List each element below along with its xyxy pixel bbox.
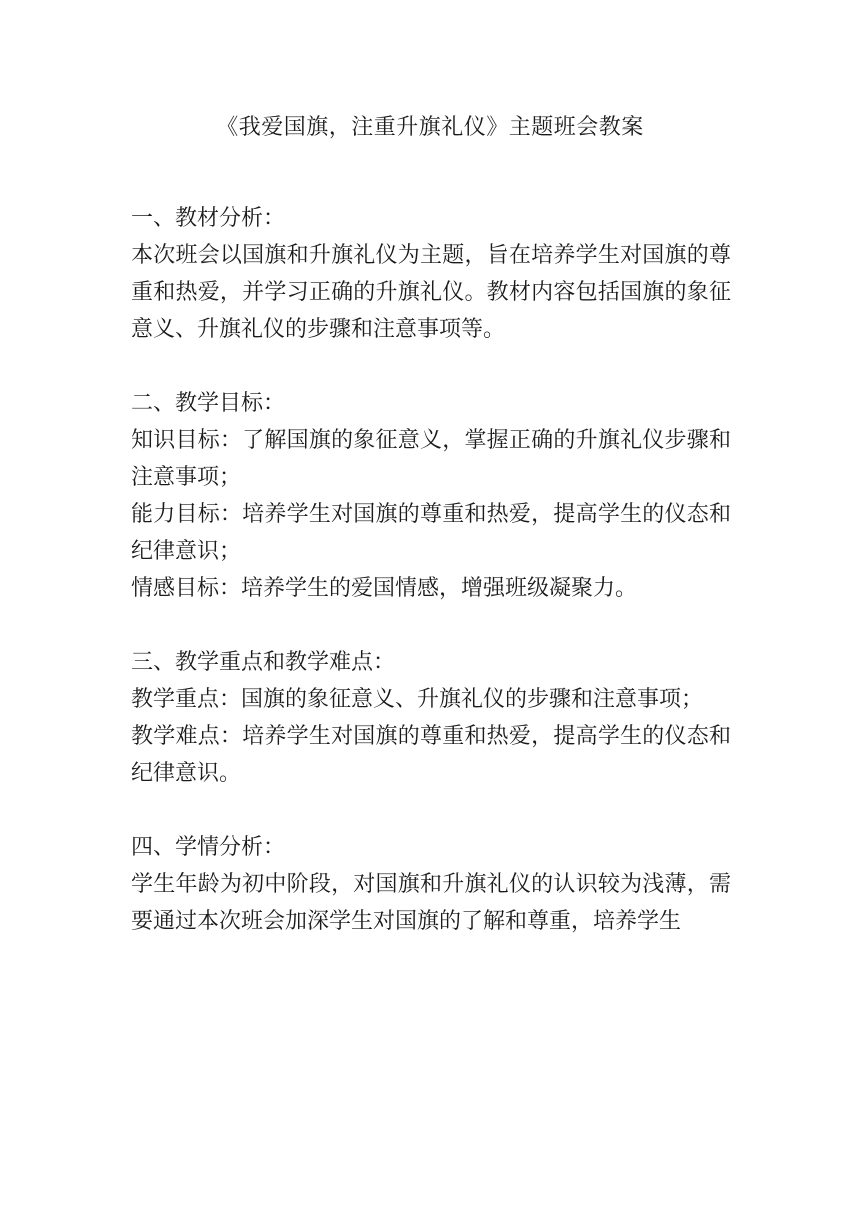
paragraph-ability-objective: 能力目标：培养学生对国旗的尊重和热爱，提高学生的仪态和纪律意识； [131, 502, 731, 564]
paragraph: 本次班会以国旗和升旗礼仪为主题，旨在培养学生对国旗的尊重和热爱，并学习正确的升旗礼仪。教材内容包括国旗的象征意义、升旗礼仪的步骤和注意事项等。 [131, 243, 731, 342]
paragraph-knowledge-objective: 知识目标：了解国旗的象征意义，掌握正确的升旗礼仪步骤和注意事项； [131, 428, 731, 490]
document-title: 《我爱国旗，注重升旗礼仪》主题班会教案 [216, 115, 644, 140]
section-textbook-analysis [131, 200, 731, 348]
paragraph-key-points: 教学重点：国旗的象征意义、升旗礼仪的步骤和注意事项； [131, 687, 704, 712]
paragraph-emotional-objective: 情感目标：培养学生的爱国情感，增强班级凝聚力。 [131, 576, 638, 601]
section-heading: 一、教材分析： [131, 206, 286, 231]
paragraph-difficulties: 教学难点：培养学生对国旗的尊重和热爱，提高学生的仪态和纪律意识。 [131, 724, 731, 786]
section-heading: 三、教学重点和教学难点： [131, 650, 396, 675]
document-body [131, 200, 731, 977]
section-learner-analysis [131, 829, 731, 940]
section-heading: 四、学情分析： [131, 835, 286, 860]
section-heading: 二、教学目标： [131, 391, 286, 416]
section-teaching-objectives [131, 385, 731, 607]
paragraph: 学生年龄为初中阶段，对国旗和升旗礼仪的认识较为浅薄，需要通过本次班会加深学生对国旗的了解和尊重，培养学生 [131, 872, 731, 934]
section-key-points-difficulties [131, 644, 731, 792]
